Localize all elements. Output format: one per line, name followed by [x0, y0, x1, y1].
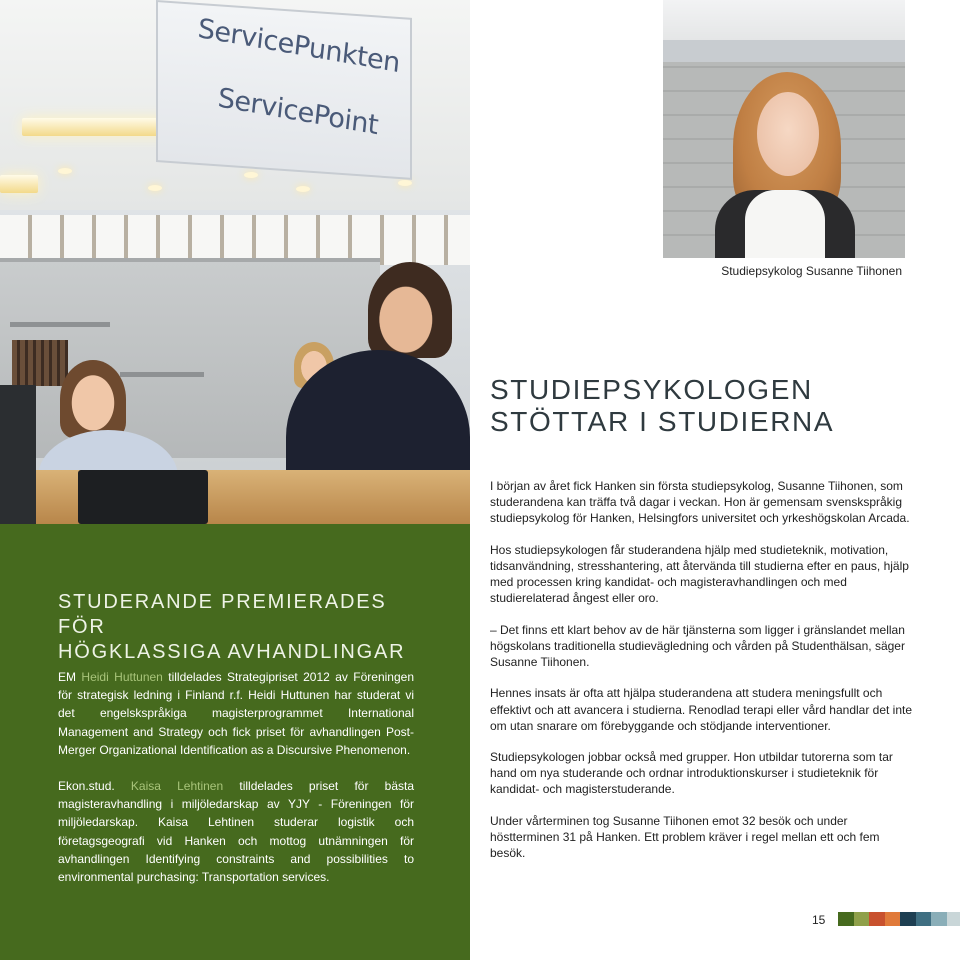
color-swatch [916, 912, 932, 926]
staff-member-head [60, 360, 126, 438]
color-swatch-bar [838, 912, 960, 926]
computer-monitor [78, 470, 208, 524]
award-1-prefix: EM [58, 670, 82, 684]
portrait-face [757, 92, 819, 176]
color-swatch [900, 912, 916, 926]
article-paragraph: Under vårterminen tog Susanne Tiihonen emot 32 besök och under höstterminen 31 på Hanken. Ett problem kräver i regel mellan ett och fem besök. [490, 814, 880, 861]
awards-heading-line-1: STUDERANDE PREMIERADES FÖR [58, 591, 387, 638]
ceiling-spot [398, 180, 412, 186]
ceiling-spot [296, 186, 310, 192]
shelf [10, 322, 110, 327]
page-number: 15 [812, 913, 826, 927]
color-swatch [931, 912, 947, 926]
awards-heading-line-2: HÖGKLASSIGA AVHANDLINGAR [58, 641, 406, 663]
shelf [120, 372, 204, 377]
award-2-name: Kaisa Lehtinen [130, 779, 224, 794]
computer-monitor [0, 385, 36, 524]
article-paragraph: Hos studiepsykologen får studerandena hjälp med studieteknik, motivation, tidsanvändning, stresshantering, att återvända till studierna efter en paus, hjälp med processen kring kandidat- och magisteravhandlingen och med studierelaterad ångest eller oro. [490, 542, 909, 606]
service-sign [156, 0, 412, 180]
award-paragraph-1 [58, 668, 414, 759]
article-paragraph: Studiepsykologen jobbar också med grupper. Hon utbildar tutorerna som tar hand om nya studerande och ordnar introduktionskurser i studieteknik för kandidat- och magisterstuderande. [490, 750, 893, 797]
service-point-photo [0, 0, 470, 524]
ceiling-spot [244, 172, 258, 178]
portrait-photo [663, 0, 905, 258]
awards-heading [58, 590, 438, 665]
awards-body [58, 668, 414, 904]
article-paragraph: – Det finns ett klart behov av de här tjänsterna som ligger i gränslandet mellan högskolans traditionella studievägledning och vården på Studenthälsan, säger Susanne Tiihonen. [490, 622, 905, 669]
award-1-name: Heidi Huttunen [81, 670, 163, 684]
award-1-text: tilldelades Strategipriset 2012 av Föreningen för strategisk ledning i Finland r.f. Heidi Huttunen har studerat vi det engelskspråkiga magisterprogrammet International Management and Strategy och fick priset för avhandlingen Post-Merger Organizational Identification as a Discursive Phenomenon. [58, 670, 414, 757]
article-body [490, 478, 914, 877]
ceiling-spot [58, 168, 72, 174]
article-paragraph: Hennes insats är ofta att hjälpa studerandena att studera meningsfullt och effektivt och att avancera i studierna. Renodlad terapi eller vård handlar det inte om utan snarare om förebyggande och stödjande interventioner. [490, 686, 913, 733]
awards-panel [0, 524, 470, 960]
portrait-caption: Studiepsykolog Susanne Tiihonen [721, 264, 902, 278]
color-swatch [947, 912, 960, 926]
service-counter [0, 470, 470, 524]
sign-text-english: ServicePoint [216, 82, 380, 142]
ceiling-spot [148, 185, 162, 191]
portrait-shirt [745, 190, 825, 258]
color-swatch [869, 912, 885, 926]
color-swatch [854, 912, 870, 926]
student-head [368, 262, 452, 358]
sign-text-swedish: ServicePunkten [196, 13, 402, 80]
color-swatch [885, 912, 901, 926]
article-title [490, 374, 910, 438]
award-2-prefix: Ekon.stud. [58, 779, 131, 794]
award-2-text: tilldelades priset för bästa magisteravhandling i miljöledarskap av YJY - Föreningen för miljöledarskap. Kaisa Lehtinen studerar logistik och företagsgeografi vid Hanken och mottog utnämningen för avhandlingen Identifying constraints and possibilities to environmental purchasing: Transportation services. [58, 779, 415, 885]
ceiling-light [22, 118, 172, 136]
award-paragraph-2 [58, 777, 414, 886]
article-paragraph: I början av året fick Hanken sin första studiepsykolog, Susanne Tiihonen, som studerandena kan träffa två dagar i veckan. Hon är gemensam svenskspråkig studiepsykolog för Hanken, Helsingfors universitet och yrkeshögskolan Arcada. [490, 479, 910, 526]
binders [12, 340, 68, 386]
color-swatch [838, 912, 854, 926]
ceiling-light [0, 175, 38, 193]
article-title-line-2: STÖTTAR I STUDIERNA [490, 406, 835, 437]
article-title-line-1: STUDIEPSYKOLOGEN [490, 374, 813, 405]
